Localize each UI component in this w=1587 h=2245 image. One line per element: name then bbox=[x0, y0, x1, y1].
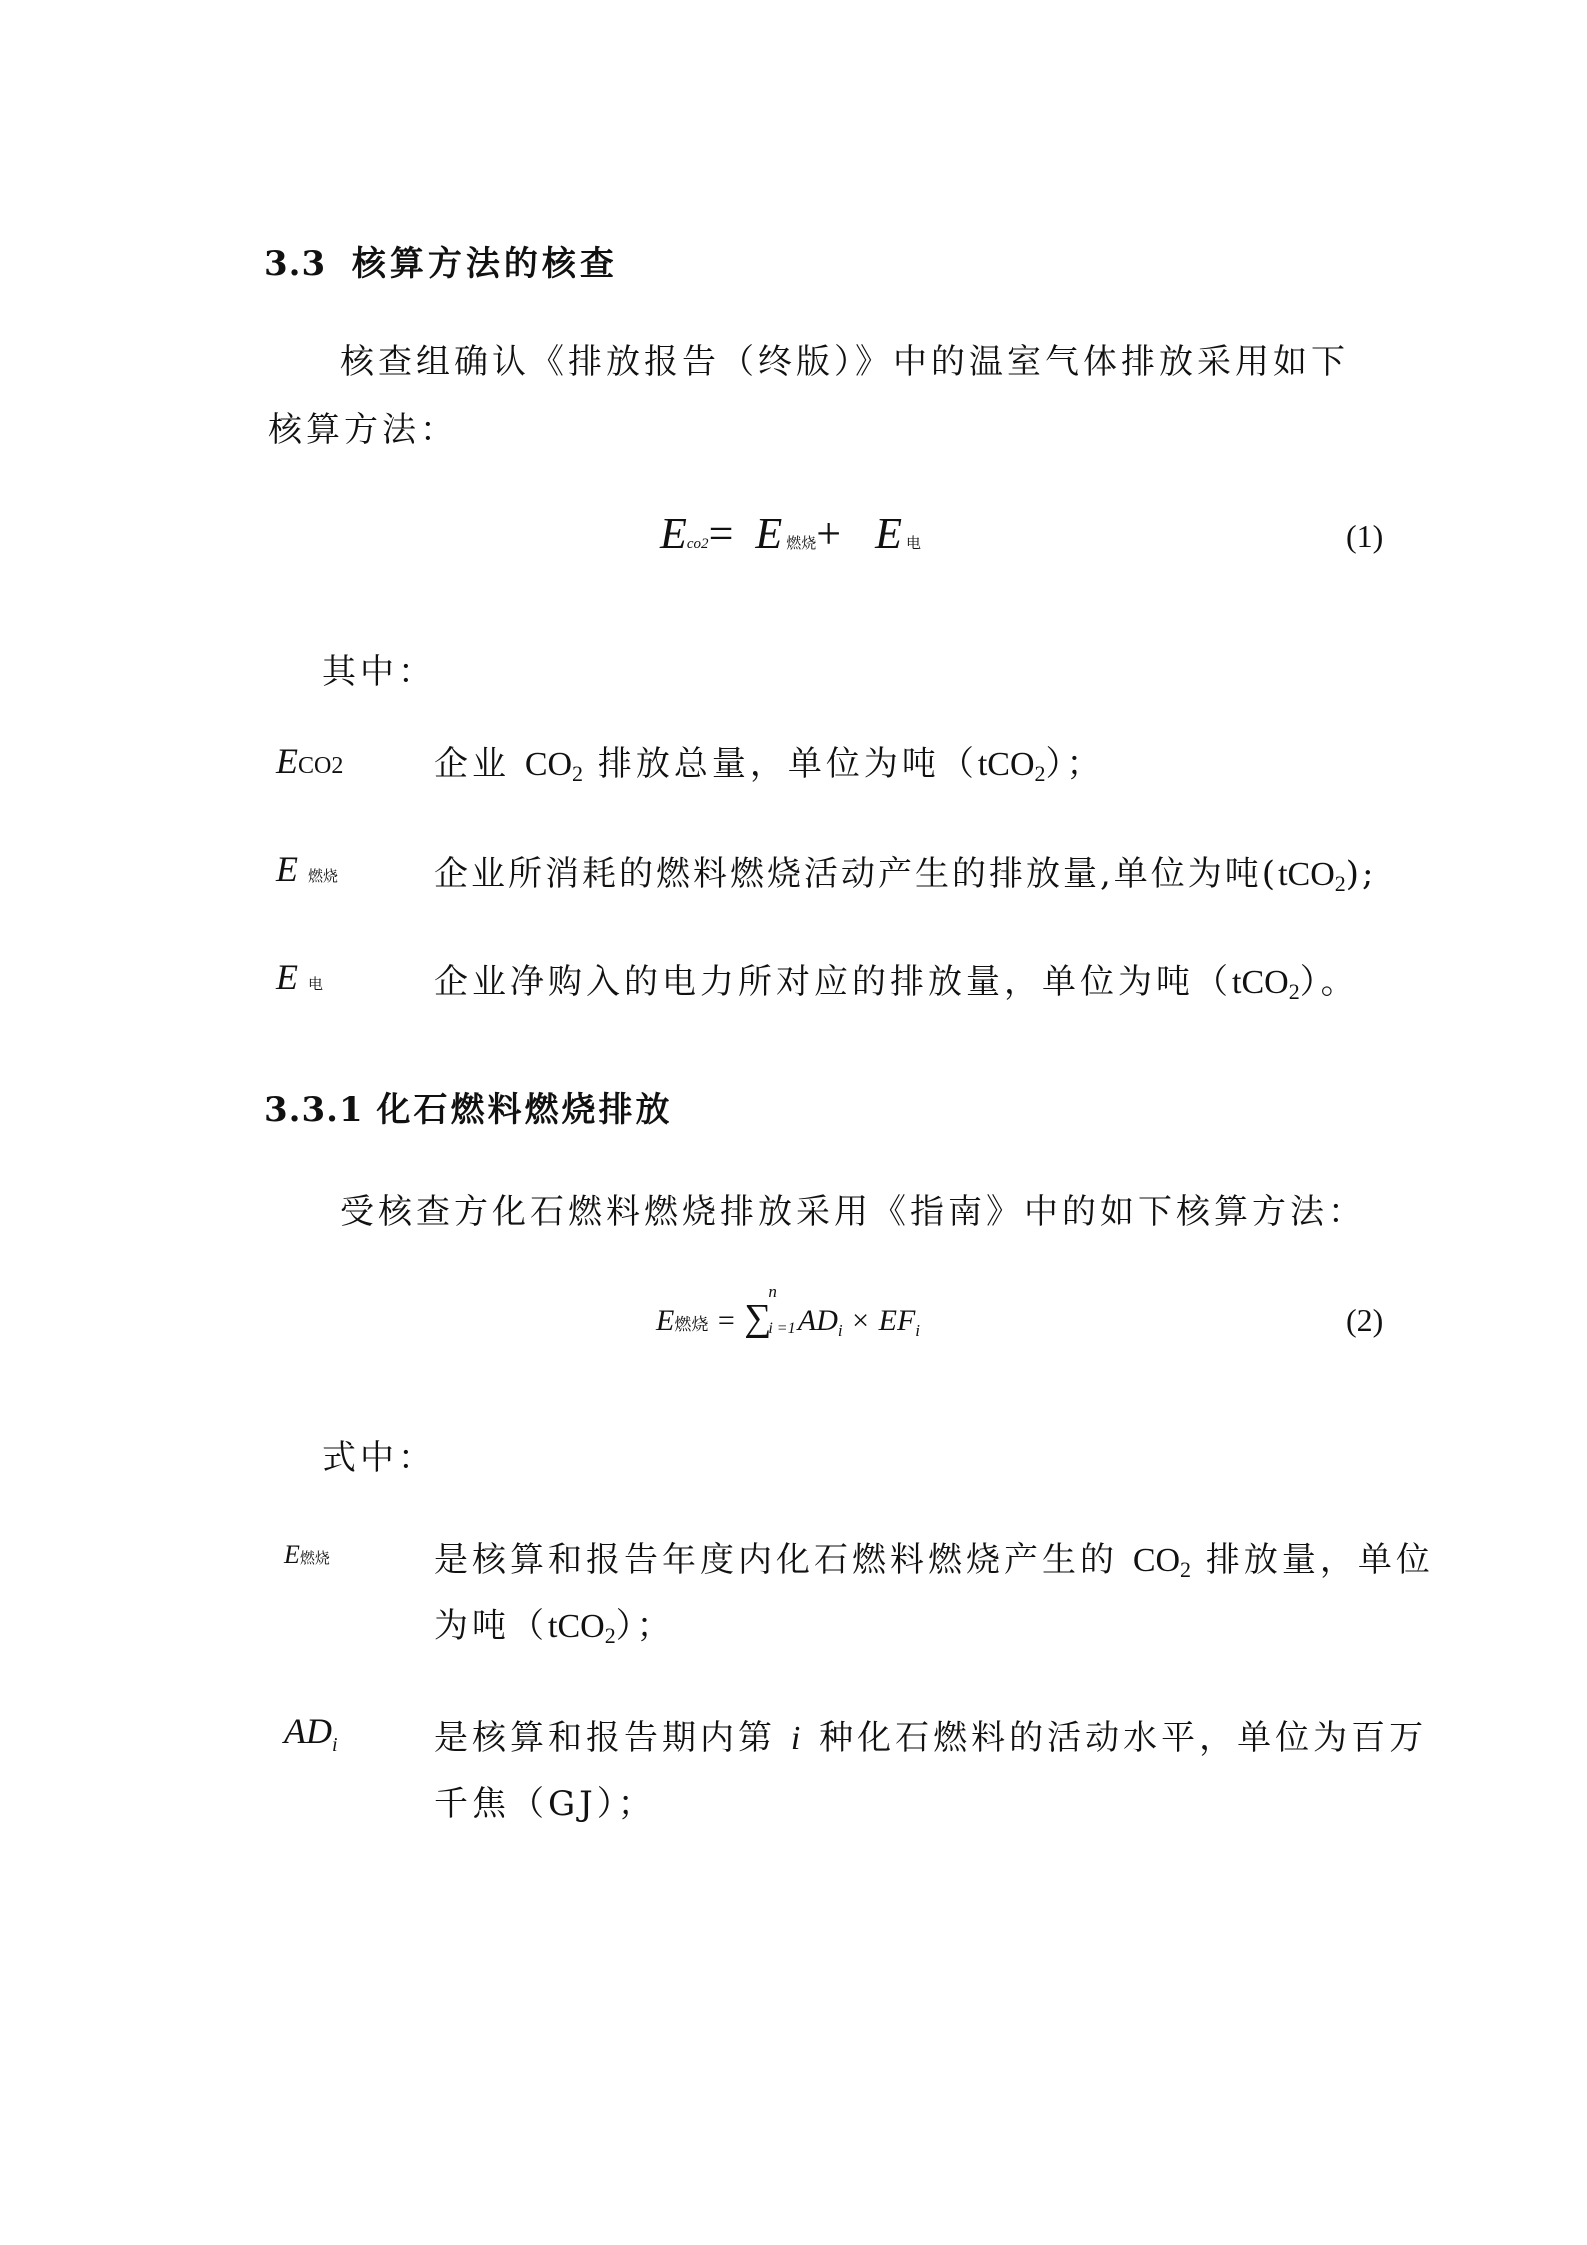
equation-1 bbox=[660, 508, 921, 559]
eq2-equals: = bbox=[717, 1304, 735, 1337]
section-number: 3.3 bbox=[264, 244, 327, 284]
where-label-1: 其中： bbox=[322, 652, 436, 692]
section-title: 核算方法的核查 bbox=[351, 244, 618, 284]
subsection-number: 3.3.1 bbox=[264, 1090, 364, 1130]
def1-text-eco2: 企业 $CO_2$ 排放总量，单位为吨（tCO$_2$）； bbox=[434, 744, 1105, 786]
where-label-2: 式中： bbox=[322, 1438, 436, 1478]
def2-text-combustion-line2: 为吨（tCO$_2$）； bbox=[434, 1606, 675, 1648]
eq2-ad: $AD_i$ bbox=[797, 1304, 843, 1340]
eq1-equals: = bbox=[708, 509, 734, 558]
def2-text-activity-line2: 千焦（GJ）； bbox=[434, 1784, 656, 1824]
def1-symbol-combustion: E燃烧 bbox=[276, 849, 339, 889]
equation-1-number: (1) bbox=[1346, 518, 1384, 554]
eq1-term-1: E 燃烧 bbox=[755, 509, 817, 558]
eq1-lhs: Eco2 bbox=[660, 509, 709, 558]
def1-text-electricity: 企业净购入的电力所对应的排放量，单位为吨（tCO$_2$）。 bbox=[434, 962, 1359, 1004]
eq1-term-2: E 电 bbox=[875, 509, 922, 558]
eq2-ef: $EF_i$ bbox=[878, 1304, 921, 1340]
section-heading bbox=[264, 236, 618, 285]
intro-line-2: 核算方法： bbox=[268, 410, 458, 450]
subsection-title: 化石燃料燃烧排放 bbox=[376, 1090, 673, 1130]
def2-text-activity-line1: 是核算和报告期内第 i 种化石燃料的活动水平，单位为百万 bbox=[434, 1718, 1428, 1758]
def2-symbol-combustion: E燃烧 bbox=[284, 1540, 330, 1569]
eq2-sum: ∑ n i =1 bbox=[744, 1282, 796, 1339]
subsection-intro: 受核查方化石燃料燃烧排放采用《指南》中的如下核算方法： bbox=[340, 1192, 1366, 1232]
def2-symbol-activity: ADi bbox=[284, 1711, 338, 1756]
def2-text-combustion-line1: 是核算和报告年度内化石燃料燃烧产生的 $CO_2$ 排放量，单位 bbox=[434, 1540, 1434, 1582]
intro-line-1: 核查组确认《排放报告（终版）》中的温室气体排放采用如下 bbox=[340, 342, 1349, 382]
equation-2 bbox=[656, 1282, 921, 1341]
def1-text-combustion: 企业所消耗的燃料燃烧活动产生的排放量,单位为吨(tCO$_2$); bbox=[434, 854, 1377, 896]
eq1-plus: + bbox=[816, 509, 842, 558]
eq2-times: × bbox=[852, 1304, 870, 1337]
subsection-heading bbox=[264, 1082, 673, 1131]
def1-symbol-eco2: ECO2 bbox=[276, 741, 344, 781]
equation-2-number: (2) bbox=[1346, 1302, 1384, 1338]
eq2-lhs: E燃烧 bbox=[656, 1304, 709, 1337]
def1-symbol-electricity: E电 bbox=[276, 957, 324, 997]
